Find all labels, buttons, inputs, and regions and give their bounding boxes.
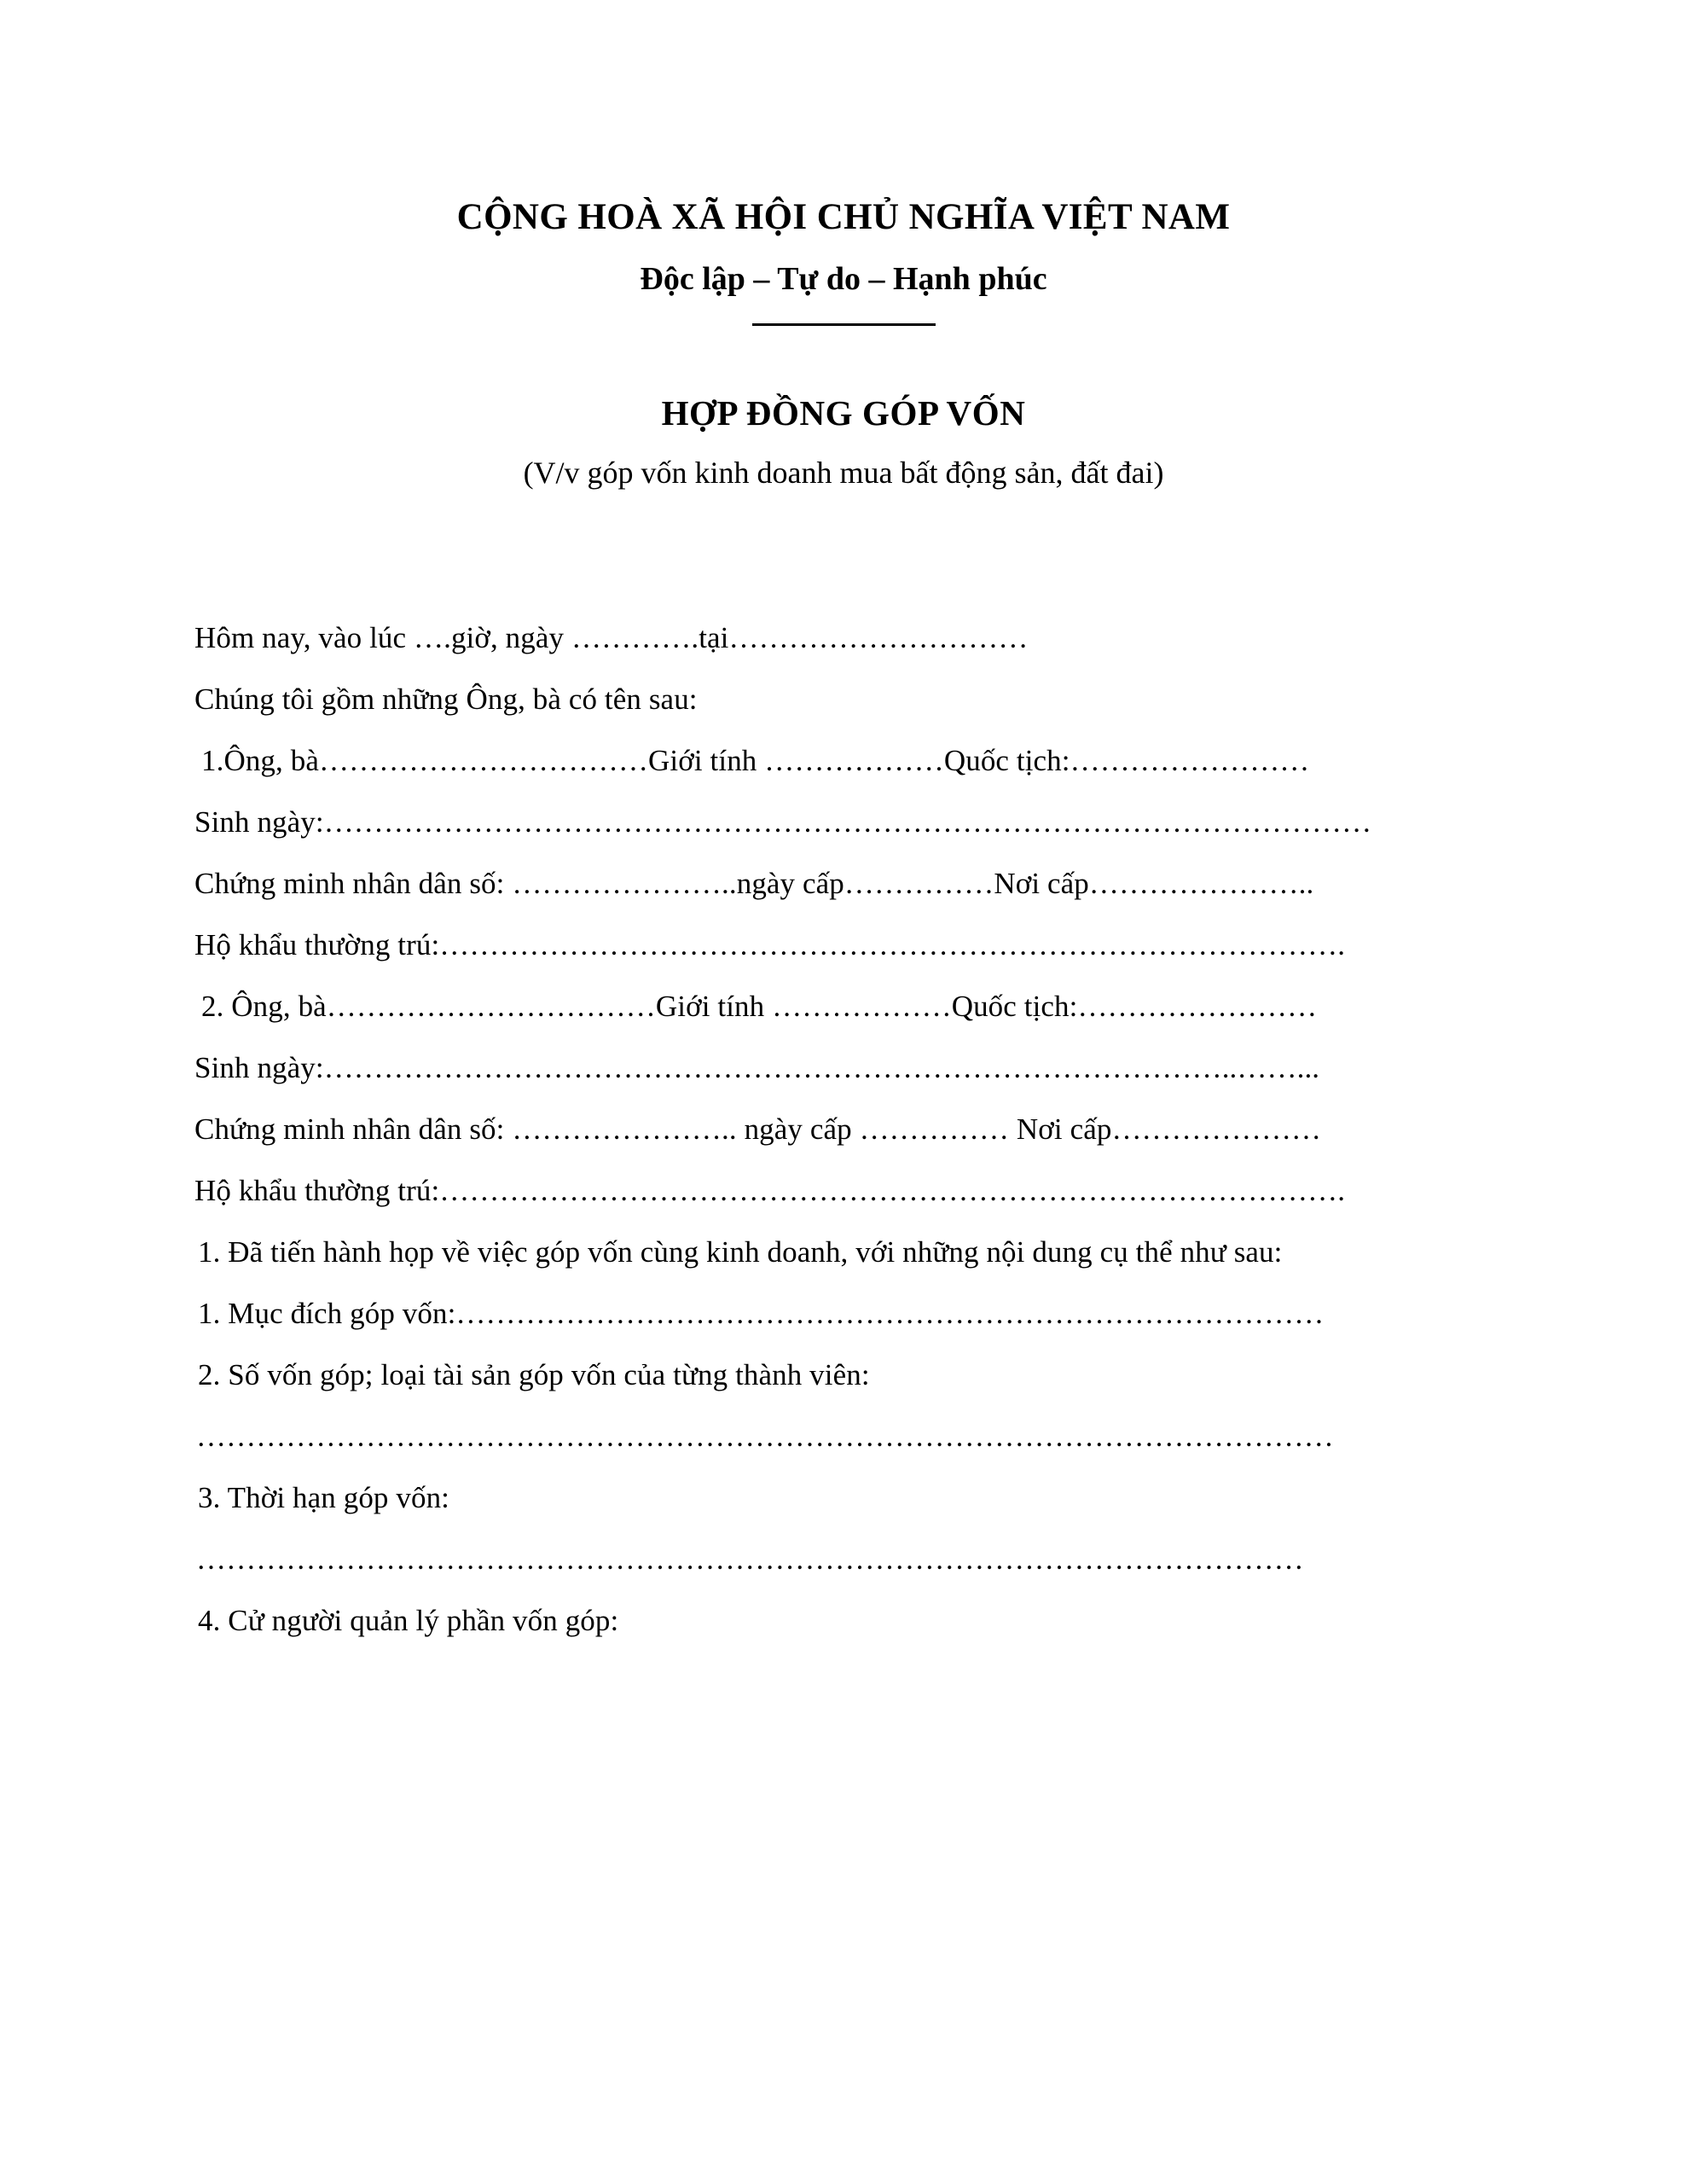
party2-id-number-line: Chứng minh nhân dân số: ………………….. ngày cấp …………… Nơi cấp…………………: [194, 1112, 1322, 1146]
party1-name-line: 1.Ông, bà……………………………Giới tính ………………Quốc tịch:……………………: [201, 744, 1310, 777]
party1-residence-line: Hộ khẩu thường trú:……………………………………………………………………………….: [194, 928, 1346, 961]
party2-residence-line: Hộ khẩu thường trú:……………………………………………………………………………….: [194, 1174, 1346, 1207]
clause-meeting-statement: 1. Đã tiến hành họp về việc góp vốn cùng kinh doanh, với những nội dung cụ thể như sau:: [198, 1235, 1283, 1269]
clause-4-manager-appointment: 4. Cử người quản lý phần vốn góp:: [198, 1604, 619, 1637]
intro-parties-line: Chúng tôi gồm những Ông, bà có tên sau:: [194, 682, 698, 716]
national-title: CỘNG HOÀ XÃ HỘI CHỦ NGHĨA VIỆT NAM: [456, 197, 1231, 237]
clause-3-fill-line: …………………………………………………………………………………………………: [196, 1542, 1304, 1576]
party1-birthdate-line: Sinh ngày:……………………………………………………………………………………………: [194, 805, 1372, 839]
motto-divider-rule: [752, 323, 936, 326]
intro-datetime-line: Hôm nay, vào lúc ….giờ, ngày ………….tại…………………………: [194, 621, 1029, 654]
national-motto: Độc lập – Tự do – Hạnh phúc: [640, 260, 1047, 297]
contract-subtitle: (V/v góp vốn kinh doanh mua bất động sản, đất đai): [523, 456, 1164, 491]
document-body: [194, 607, 1474, 1652]
clause-2-capital-amount: 2. Số vốn góp; loại tài sản góp vốn của từng thành viên:: [198, 1358, 870, 1391]
party2-birthdate-line: Sinh ngày:………………………………………………………………………………..……...: [194, 1051, 1320, 1084]
clause-3-duration: 3. Thời hạn góp vốn:: [198, 1481, 449, 1514]
document-title-block: [0, 392, 1687, 491]
clause-1-purpose: 1. Mục đích góp vốn:……………………………………………………………………………: [198, 1297, 1325, 1330]
party1-id-number-line: Chứng minh nhân dân số: …………………..ngày cấp……………Nơi cấp…………………..: [194, 867, 1314, 900]
contract-title: HỢP ĐỒNG GÓP VỐN: [661, 393, 1026, 433]
clause-2-fill-line: ……………………………………………………………………………………………………: [196, 1420, 1334, 1453]
national-header: [0, 195, 1687, 326]
party2-name-line: 2. Ông, bà……………………………Giới tính ………………Quốc tịch:……………………: [201, 990, 1318, 1023]
